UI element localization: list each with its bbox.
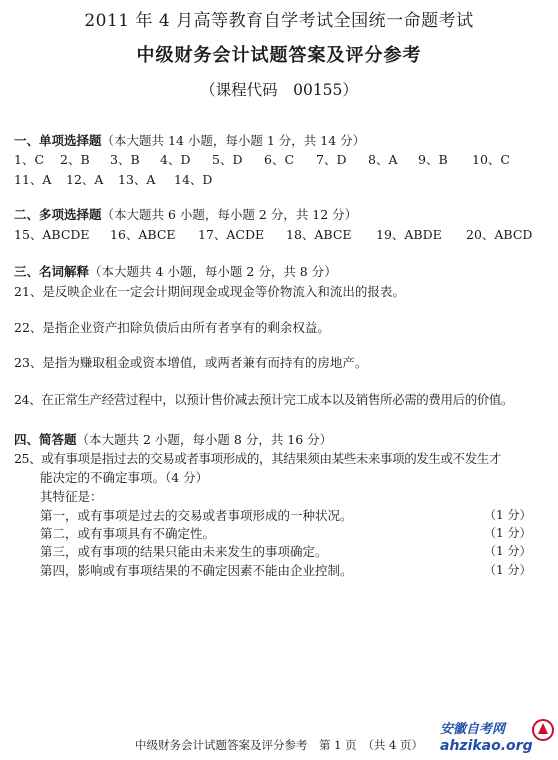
section-2-heading [14, 205, 357, 223]
feature-4: 第四，影响或有事项结果的不确定因素不能由企业控制。 [40, 563, 353, 578]
answer-25-line-2: 能决定的不确定事项。（4 分） [40, 470, 209, 485]
answer-9: 9、B [418, 152, 448, 167]
answer-13: 13、A [118, 172, 156, 187]
section-1-answers-row-1 [14, 150, 510, 168]
course-code: （课程代码 00155） [200, 81, 358, 99]
feature-1: 第一，或有事项是过去的交易或者事项形成的一种状况。 [40, 508, 353, 523]
feature-1-points: （1 分） [484, 508, 532, 522]
section-1-heading [14, 131, 365, 149]
page-footer: 中级财务会计试题答案及评分参考 第 1 页 （共 4 页） [134, 738, 423, 752]
site-watermark [440, 716, 558, 760]
answer-2: 2、B [60, 152, 90, 167]
section-3-title: 三、名词解释 [14, 264, 90, 279]
answer-17: 17、ACDE [198, 227, 265, 242]
section-2-note: （本大题共 6 小题，每小题 2 分，共 12 分） [101, 207, 358, 222]
watermark-text-cn: 安徽自考网 [440, 722, 506, 737]
answer-15: 15、ABCDE [14, 227, 90, 242]
answer-7: 7、D [316, 152, 347, 167]
section-2-title: 二、多项选择题 [14, 207, 102, 222]
answer-14: 14、D [174, 172, 213, 187]
section-4-title: 四、简答题 [14, 432, 77, 447]
feature-2: 第二，或有事项具有不确定性。 [40, 526, 216, 541]
answer-23: 23、是指为赚取租金或资本增值，或两者兼有而持有的房地产。 [14, 355, 368, 370]
answer-6: 6、C [264, 152, 295, 167]
watermark-logo-icon [530, 718, 556, 742]
features-label: 其特征是： [40, 489, 103, 504]
answer-18: 18、ABCE [286, 227, 352, 242]
answer-19: 19、ABDE [376, 227, 442, 242]
exam-title: 2011 年 4 月高等教育自学考试全国统一命题考试 [84, 11, 474, 31]
feature-3: 第三，或有事项的结果只能由未来发生的事项确定。 [40, 544, 328, 559]
answer-11: 11、A [14, 172, 52, 187]
answer-12: 12、A [66, 172, 104, 187]
answer-21: 21、是反映企业在一定会计期间现金或现金等价物流入和流出的报表。 [14, 284, 405, 299]
answer-1: 1、C [14, 152, 45, 167]
section-1-note: （本大题共 14 小题，每小题 1 分，共 14 分） [101, 133, 366, 148]
section-1-answers-row-2 [14, 170, 212, 188]
answer-8: 8、A [368, 152, 398, 167]
section-4-heading [14, 430, 332, 448]
answer-10: 10、C [472, 152, 510, 167]
answer-3: 3、B [110, 152, 140, 167]
document-title: 中级财务会计试题答案及评分参考 [136, 45, 422, 66]
section-2-answers-row [14, 225, 532, 243]
section-4-note: （本大题共 2 小题，每小题 8 分，共 16 分） [76, 432, 333, 447]
section-1-title: 一、单项选择题 [14, 133, 102, 148]
feature-2-points: （1 分） [484, 526, 532, 540]
feature-3-points: （1 分） [484, 544, 532, 558]
section-3-heading [14, 262, 337, 280]
section-3-note: （本大题共 4 小题，每小题 2 分，共 8 分） [89, 264, 337, 279]
answer-24: 24、在正常生产经营过程中，以预计售价减去预计完工成本以及销售所必需的费用后的价值。 [14, 392, 514, 407]
answer-20: 20、ABCD [466, 227, 533, 242]
answer-5: 5、D [212, 152, 243, 167]
answer-25-line-1: 25、或有事项是指过去的交易或者事项形成的，其结果须由某些未来事项的发生或不发生才 [14, 451, 502, 466]
answer-22: 22、是指企业资产扣除负债后由所有者享有的剩余权益。 [14, 320, 330, 335]
watermark-text-en: ahzikao.org [440, 738, 533, 754]
feature-4-points: （1 分） [484, 563, 532, 577]
answer-16: 16、ABCE [110, 227, 176, 242]
answer-4: 4、D [160, 152, 191, 167]
